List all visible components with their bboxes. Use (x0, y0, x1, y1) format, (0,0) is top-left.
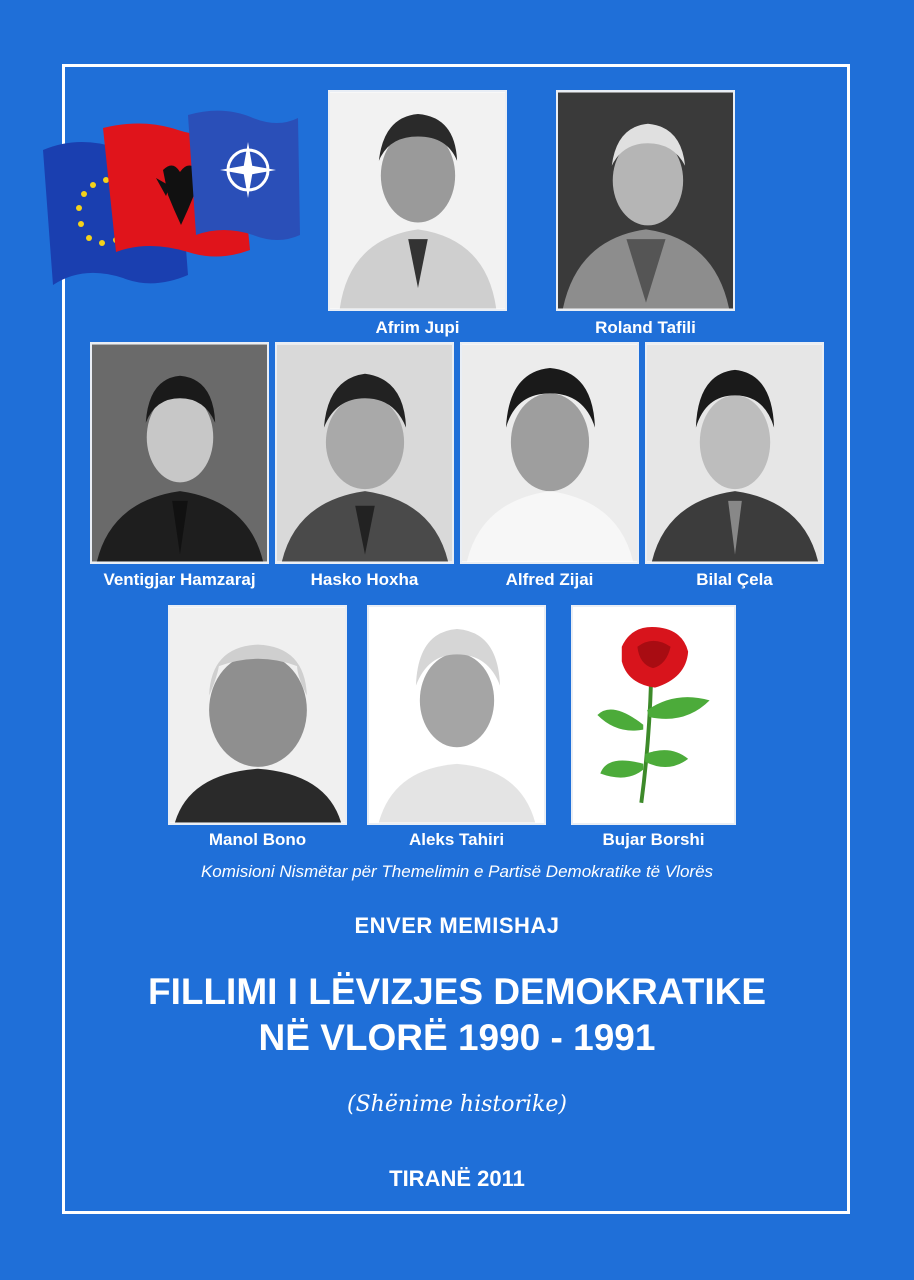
committee-text: Komisioni Nismëtar për Themelimin e Partisë Demokratike të Vlorës (200, 862, 714, 881)
rose-icon (573, 607, 734, 823)
portrait-caption: Alfred Zijai (505, 570, 594, 589)
portrait-caption: Roland Tafili (595, 318, 696, 337)
rose-photo (571, 605, 736, 825)
book-title-line1: FILLIMI I LËVIZJES DEMOKRATIKE (147, 971, 767, 1012)
nato-flag-icon (188, 111, 300, 240)
flags-illustration (38, 100, 303, 300)
portrait-caption: Hasko Hoxha (310, 570, 419, 589)
portrait-icon (92, 344, 267, 562)
portrait-caption: Ventigjar Hamzaraj (103, 570, 256, 589)
portrait-icon (330, 92, 505, 309)
portrait-caption: Bujar Borshi (602, 830, 705, 849)
portrait-photo (556, 90, 735, 311)
portrait-photo (645, 342, 824, 564)
portrait-icon (558, 92, 733, 309)
portrait-caption: Aleks Tahiri (408, 830, 505, 849)
portrait-caption: Manol Bono (208, 830, 307, 849)
author-name: ENVER MEMISHAJ (354, 913, 560, 938)
portrait-photo (168, 605, 347, 825)
book-subtitle: (Shënime historike) (347, 1092, 567, 1117)
portrait-icon (647, 344, 822, 562)
portrait-icon (462, 344, 637, 562)
portrait-caption: Bilal Çela (696, 570, 773, 589)
portrait-photo (328, 90, 507, 311)
book-title-line2: NË VLORË 1990 - 1991 (258, 1017, 656, 1058)
place-year: TIRANË 2011 (389, 1166, 525, 1191)
portrait-photo (275, 342, 454, 564)
portrait-icon (277, 344, 452, 562)
portrait-photo (460, 342, 639, 564)
portrait-icon (170, 607, 345, 823)
portrait-icon (369, 607, 544, 823)
portrait-caption: Afrim Jupi (375, 318, 460, 337)
portrait-photo (367, 605, 546, 825)
portrait-photo (90, 342, 269, 564)
